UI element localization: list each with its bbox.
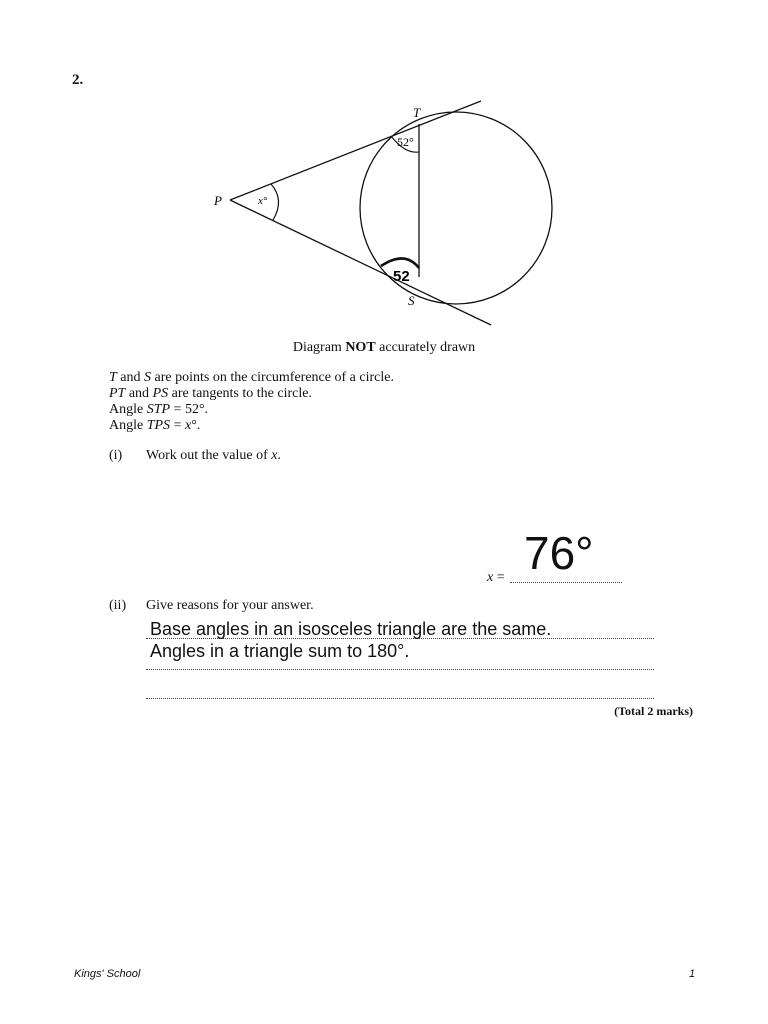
total-marks: (Total 2 marks) <box>614 704 693 718</box>
part-i-question: Work out the value of x. <box>146 448 281 463</box>
answer-line-2 <box>146 669 654 670</box>
reason-1: Base angles in an isosceles triangle are the same. <box>150 619 552 639</box>
answer-line <box>510 582 622 583</box>
angle-s-handwritten-arc <box>381 258 419 268</box>
angle-p-arc <box>271 184 279 220</box>
question-number: 2. <box>72 72 84 88</box>
statement-line-1: T and S are points on the circumference of a circle. <box>109 370 394 385</box>
tangent-circle-diagram <box>0 0 768 340</box>
label-t: T <box>413 105 421 120</box>
tangent-pt <box>230 101 481 200</box>
part-i-number: (i) <box>109 448 123 463</box>
handwritten-52: 52 <box>393 268 410 285</box>
reason-2: Angles in a triangle sum to 180°. <box>150 641 410 661</box>
diagram-caption: Diagram NOT accurately drawn <box>292 340 476 355</box>
statement-line-4: Angle TPS = x°. <box>109 418 201 433</box>
label-s: S <box>408 293 415 308</box>
label-52: 52° <box>397 135 414 149</box>
footer-school: Kings' School <box>74 968 141 980</box>
label-x: x° <box>258 195 268 207</box>
circle <box>360 112 552 304</box>
statement-line-2: PT and PS are tangents to the circle. <box>109 386 312 401</box>
part-ii-number: (ii) <box>109 598 127 613</box>
answer-label: x = <box>487 570 505 585</box>
page-number: 1 <box>689 968 696 980</box>
statement-line-3: Angle STP = 52°. <box>109 402 209 417</box>
label-p: P <box>214 193 222 208</box>
answer-line-3 <box>146 698 654 699</box>
part-ii-question: Give reasons for your answer. <box>146 598 314 613</box>
answer-value: 76° <box>524 527 594 579</box>
